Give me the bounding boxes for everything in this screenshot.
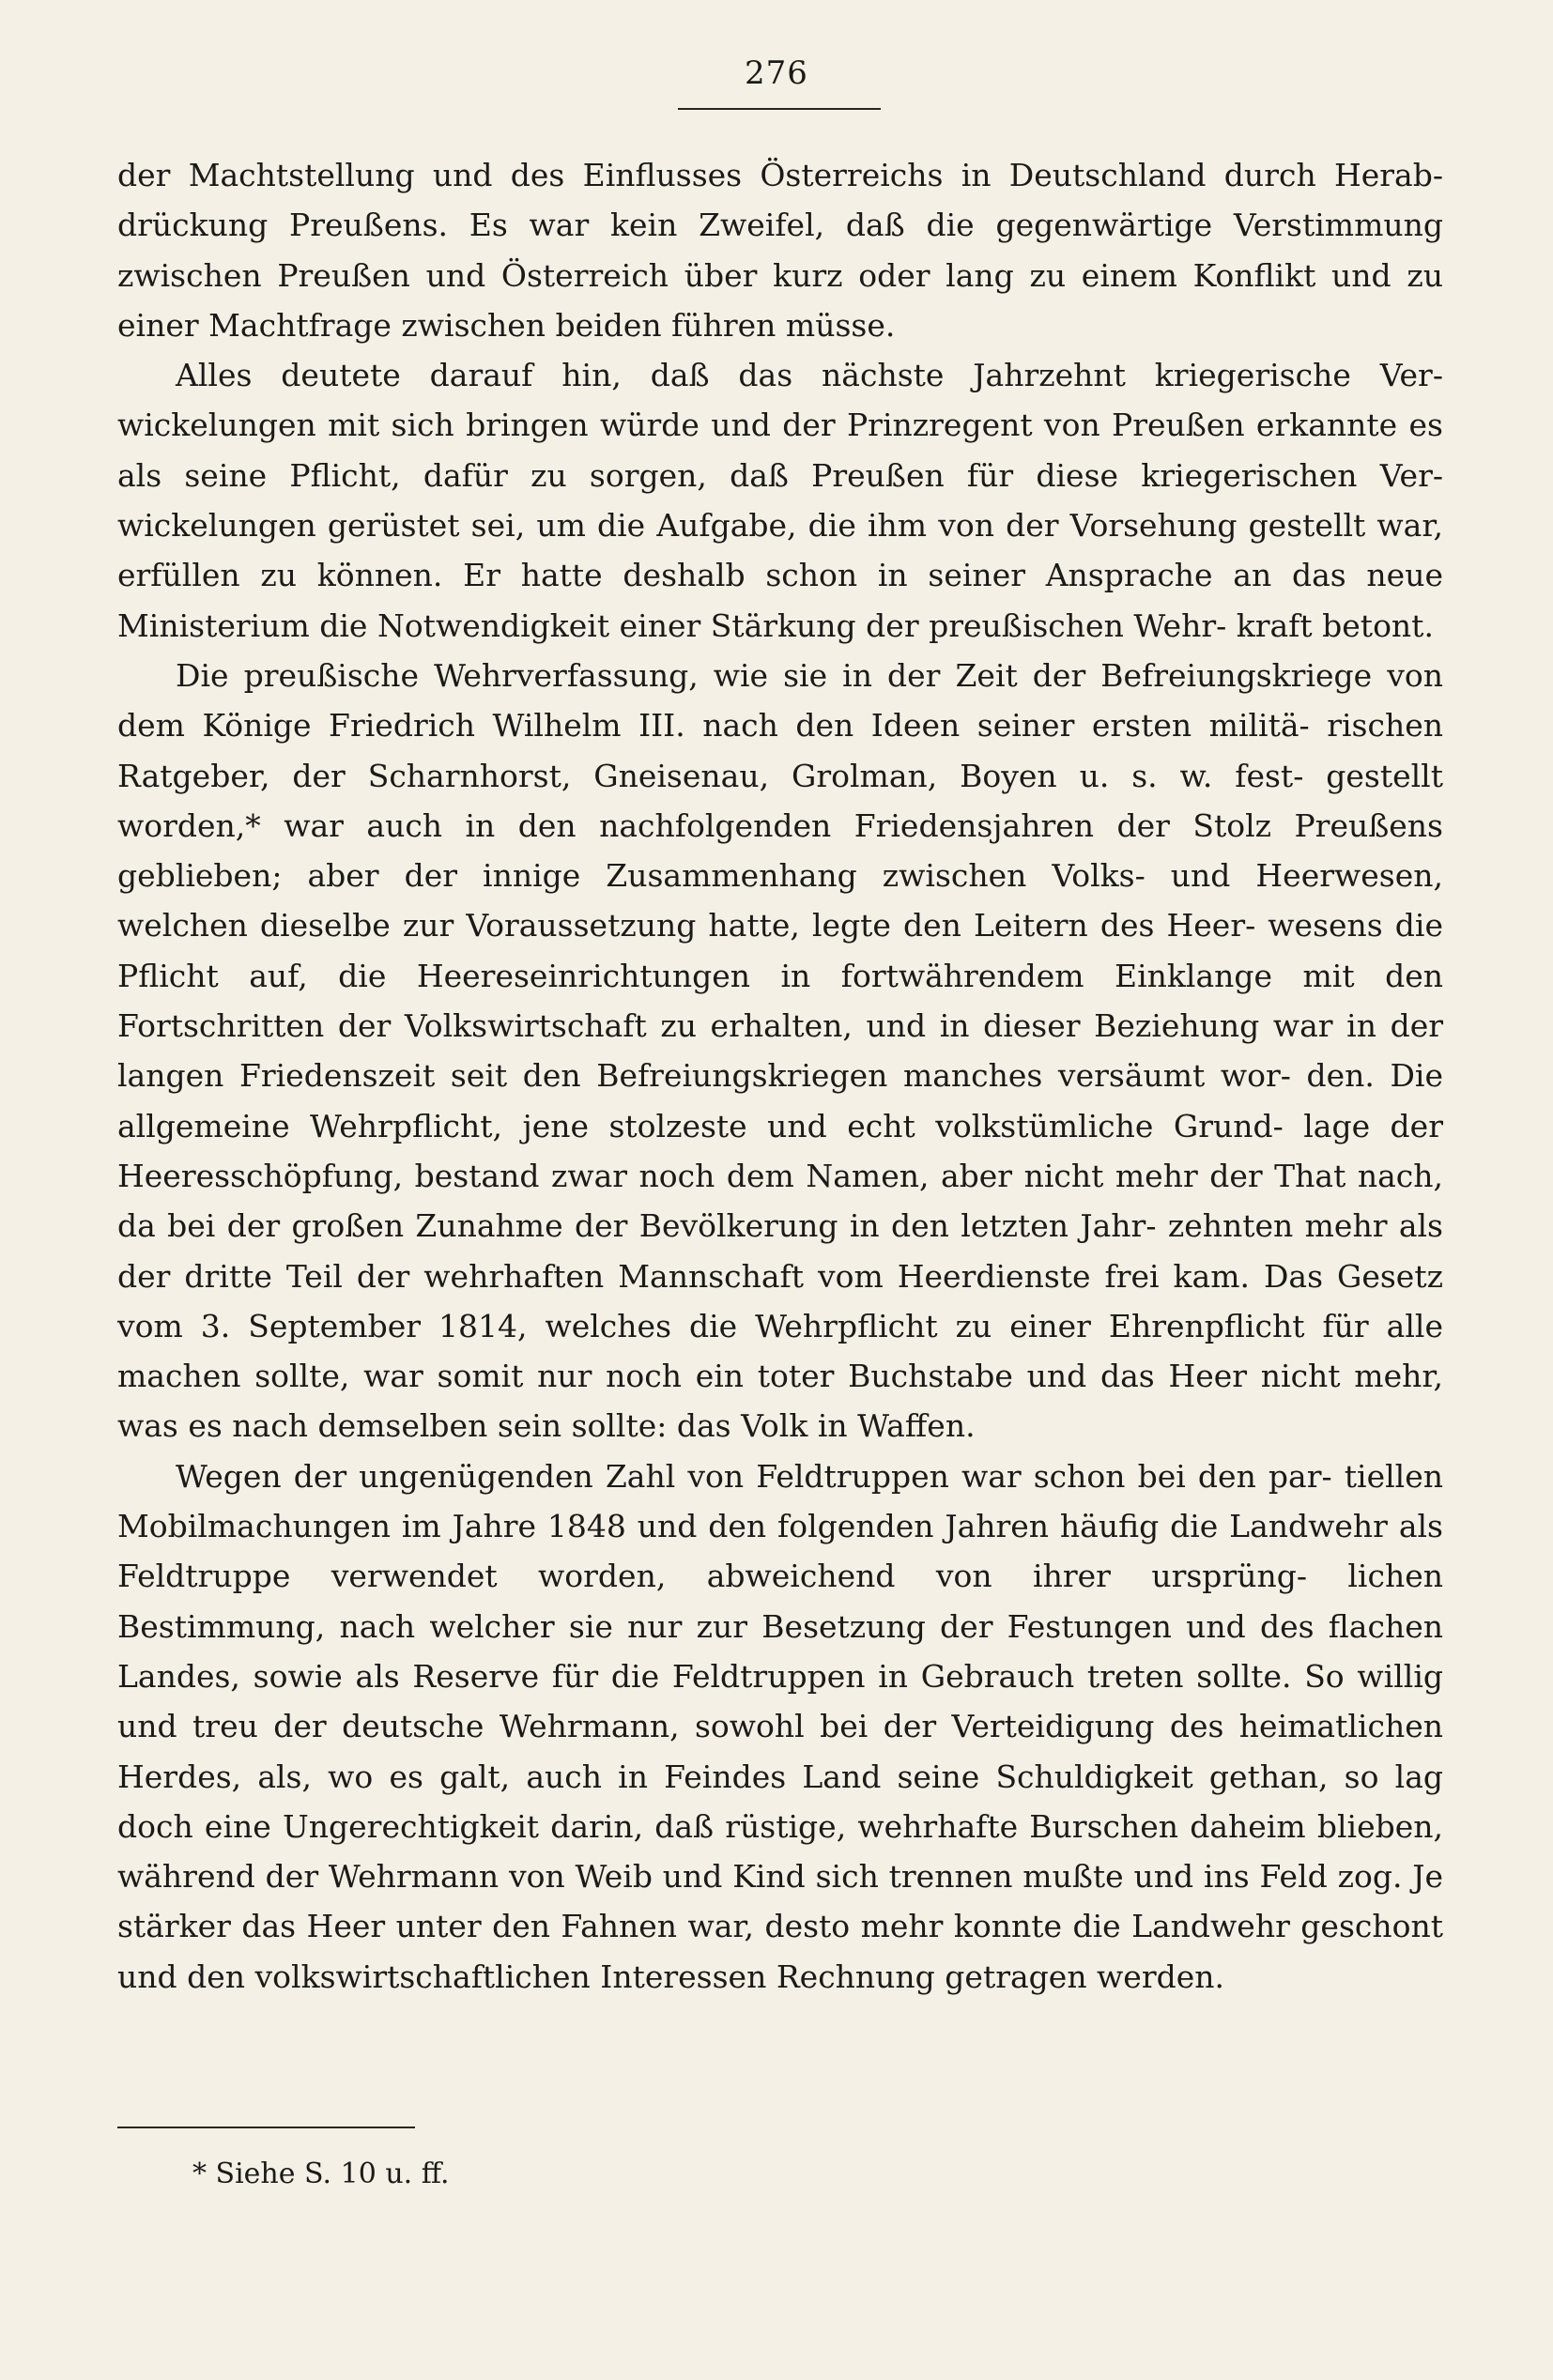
body-text	[117, 150, 1443, 2002]
paragraph-4: Wegen der ungenügenden Zahl von Feldtruppen war schon bei den par- tiellen Mobilmachungen im Jahre 1848 und den folgenden Jahren häufig die Landwehr als Feldtruppe verwendet worden, abweichend von ihrer ursprüng- lichen Bestimmung, nach welcher sie nur zur Besetzung der Festungen und des flachen Landes, sowie als Reserve für die Feldtruppen in Gebrauch treten sollte. So willig und treu der deutsche Wehrmann, sowohl bei der Verteidigung des heimatlichen Herdes, als, wo es galt, auch in Feindes Land seine Schuldigkeit gethan, so lag doch eine Ungerechtigkeit darin, daß rüstige, wehrhafte Burschen daheim blieben, während der Wehrmann von Weib und Kind sich trennen mußte und ins Feld zog. Je stärker das Heer unter den Fahnen war, desto mehr konnte die Landwehr geschont und den volkswirtschaftlichen Interessen Rechnung getragen werden.	[117, 1457, 1443, 1995]
paragraph-2: Alles deutete darauf hin, daß das nächste Jahrzehnt kriegerische Ver- wickelungen mit sich bringen würde und der Prinzregent von Preußen erkannte es als seine Pflicht, dafür zu sorgen, daß Preußen für diese kriegerischen Ver- wickelungen gerüstet sei, um die Aufgabe, die ihm von der Vorsehung gestellt war, erfüllen zu können. Er hatte deshalb schon in seiner Ansprache an das neue Ministerium die Notwendigkeit einer Stärkung der preußischen Wehr- kraft betont.	[117, 357, 1443, 644]
header-rule	[678, 108, 881, 110]
footnote: * Siehe S. 10 u. ff.	[192, 2157, 450, 2190]
page-number: 276	[745, 54, 808, 92]
paragraph-1: der Machtstellung und des Einflusses Österreichs in Deutschland durch Herab- drückung Preußens. Es war kein Zweifel, daß die gegenwärtige Verstimmung zwischen Preußen und Österreich über kurz oder lang zu einem Konflikt und zu einer Machtfrage zwischen beiden führen müsse.	[117, 157, 1443, 344]
footnote-rule	[117, 2127, 415, 2128]
paragraph-3: Die preußische Wehrverfassung, wie sie in der Zeit der Befreiungskriege von dem Könige Friedrich Wilhelm III. nach den Ideen seiner ersten militä- rischen Ratgeber, der Scharnhorst, Gneisenau, Grolman, Boyen u. s. w. fest- gestellt worden,* war auch in den nachfolgenden Friedensjahren der Stolz Preußens geblieben; aber der innige Zusammenhang zwischen Volks- und Heerwesen, welchen dieselbe zur Voraussetzung hatte, legte den Leitern des Heer- wesens die Pflicht auf, die Heereseinrichtungen in fortwährendem Einklange mit den Fortschritten der Volkswirtschaft zu erhalten, und in dieser Beziehung war in der langen Friedenszeit seit den Befreiungskriegen manches versäumt wor- den. Die allgemeine Wehrpflicht, jene stolzeste und echt volkstümliche Grund- lage der Heeresschöpfung, bestand zwar noch dem Namen, aber nicht mehr der That nach, da bei der großen Zunahme der Bevölkerung in den letzten Jahr- zehnten mehr als der dritte Teil der wehrhaften Mannschaft vom Heerdienste frei kam. Das Gesetz vom 3. September 1814, welches die Wehrpflicht zu einer Ehrenpflicht für alle machen sollte, war somit nur noch ein toter Buchstabe und das Heer nicht mehr, was es nach demselben sein sollte: das Volk in Waffen.	[117, 656, 1443, 1445]
